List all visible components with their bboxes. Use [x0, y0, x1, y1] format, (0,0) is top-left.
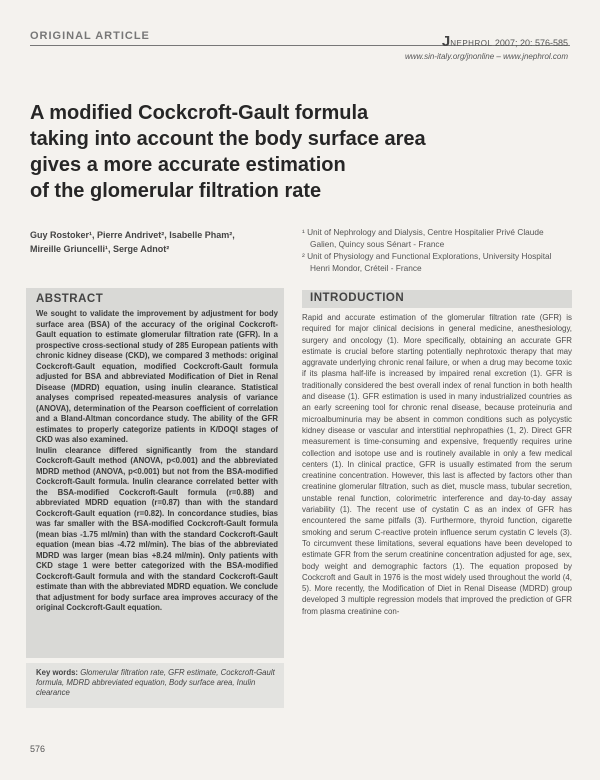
author-line: Guy Rostoker¹, Pierre Andrivet², Isabelle Pham²,: [30, 230, 235, 240]
journal-initial: J: [441, 33, 451, 50]
journal-url: www.sin-italy.org/jnonline – www.jnephrol.com: [404, 52, 568, 61]
affiliation: ¹ Unit of Nephrology and Dialysis, Centre Hospitalier Privé Claude Galien, Quincy sous Sénart - France: [302, 227, 544, 249]
article-title: [30, 100, 550, 204]
citation: 2007; 20: 576-585: [494, 38, 568, 48]
introduction-heading: INTRODUCTION: [310, 292, 405, 304]
introduction-paragraph: Rapid and accurate estimation of the glomerular filtration rate (GFR) is required for major clinical decisions in general medicine, anesthesiology, surgery and oncology (1). More specifically, obtaining an accurate GFR estimate is crucial before starting potentially nephrotoxic therapy that may aggravate underlying chronic renal failure, or when a drug may become toxic if its plasma half-life is increased by impaired renal excretion (1). GFR is traditionally considered the best overall index of renal function in both health and disease (1). GFR estimation is used in many industrialized countries as an early screening tool for chronic renal disease, because proteinuria and microalbuminuria may be absent in common conditions such as polycystic kidney disease or vascular and interstitial nephropathies (1, 2). Direct GFR measurement is time-consuming and expensive, frequently requires urine collection and isotope use and is routinely available in only a few medical centers (1). In clinical practice, GFR is usually estimated from the serum creatinine concentration. However, this last is affected by factors other than creatinine glomerular filtration, such as diet, muscle mass, tubular secretion, unstable renal function, colorimetric interference and day-to-day assay variability (1). The recent use of cystatin C as an index of GFR has encountered the same pitfalls (3). Furthermore, thyroid function, cigarette smoking and serum C-reactive protein influence serum cystatin C levels (3). To circumvent these limitations, several equations have been developed to estimate GFR from the serum creatinine concentration adjusted for age, sex, body weight and demographic factors (1). The equation proposed by Cockcroft and Gault in 1976 is the most widely used throughout the world (4, 5). More recently, the Modification of Diet in Renal Disease (MDRD) group developed 3 multiple regression models that improved the prediction of GFR from plasma creatinine con-: [302, 313, 572, 616]
author-line: Mireille Griuncelli¹, Serge Adnot²: [30, 244, 170, 254]
keywords: [36, 668, 276, 698]
title-line: A modified Cockcroft-Gault formula: [30, 102, 369, 124]
title-line: gives a more accurate estimation: [30, 154, 346, 176]
journal-name: NEPHROL: [450, 39, 493, 48]
introduction-body: [302, 312, 572, 617]
title-line: of the glomerular filtration rate: [30, 180, 322, 202]
abstract-paragraph: Inulin clearance differed significantly from the standard Cockcroft-Gault method (ANOVA, p<0.001) and the abbreviated MDRD method (ANOVA, p<0.001) but not from the BSA-modified Cockcroft-Gault formula. Inulin clearance correlated better with the BSA-modified Cockcroft-Gault formula (r=0.88) and abbreviated MDRD equation (r=0.87) than with the standard Cockcroft-Gault equation (r=0.82). In concordance studies, bias was far smaller with the BSA-modified Cockcroft-Gault formula (mean bias -1.75 ml/min) than with the standard Cockcroft-Gault equation (mean bias -4.72 ml/min). The bias of the abbreviated MDRD was larger (mean bias +8.24 ml/min). Only patients with CKD stage 1 were better categorized with the BSA-modified Cockcroft-Gault formula and with the standard Cockcroft-Gault estimate than with the abbreviated MDRD equation. We conclude that adjustment for body surface area improves accuracy of the original Cockcroft-Gault equation.: [36, 445, 278, 612]
journal-citation: [442, 33, 568, 50]
keywords-label: Key words:: [36, 668, 79, 677]
abstract-heading: ABSTRACT: [36, 293, 104, 305]
page-number: 576: [30, 744, 46, 754]
affiliation: ² Unit of Physiology and Functional Explorations, University Hospital Henri Mondor, Créteil - France: [302, 251, 552, 273]
authors: [30, 228, 285, 256]
abstract-body: [36, 309, 278, 614]
keywords-text: Glomerular filtration rate, GFR estimate, Cockcroft-Gault formula, MDRD abbreviated equation, Body surface area, Inulin clearance: [36, 668, 275, 697]
section-label: ORIGINAL ARTICLE: [30, 30, 150, 42]
affiliations: [302, 226, 572, 274]
abstract-paragraph: We sought to validate the improvement by adjustment for body surface area (BSA) of the accuracy of the original Cockcroft-Gault equation to estimate glomerular filtration rate (GFR). In a prospective cross-sectional study of 285 European patients with chronic kidney disease (CKD), we compared 3 methods: original Cockcroft-Gault equation, modified Cockcroft-Gault formula adjusted for BSA and abbreviated Modification of Diet in Renal Disease (MDRD) equation, using inulin clearance. Statistical analyses comprised repeated-measures analysis of variance (ANOVA), determination of the Pearson coefficient of correlation and a Bland-Altman concordance study. The ability of the GFR estimates to properly categorize patients in K/DOQI stages of CKD was also examined.: [36, 309, 278, 444]
title-line: taking into account the body surface area: [30, 128, 426, 150]
